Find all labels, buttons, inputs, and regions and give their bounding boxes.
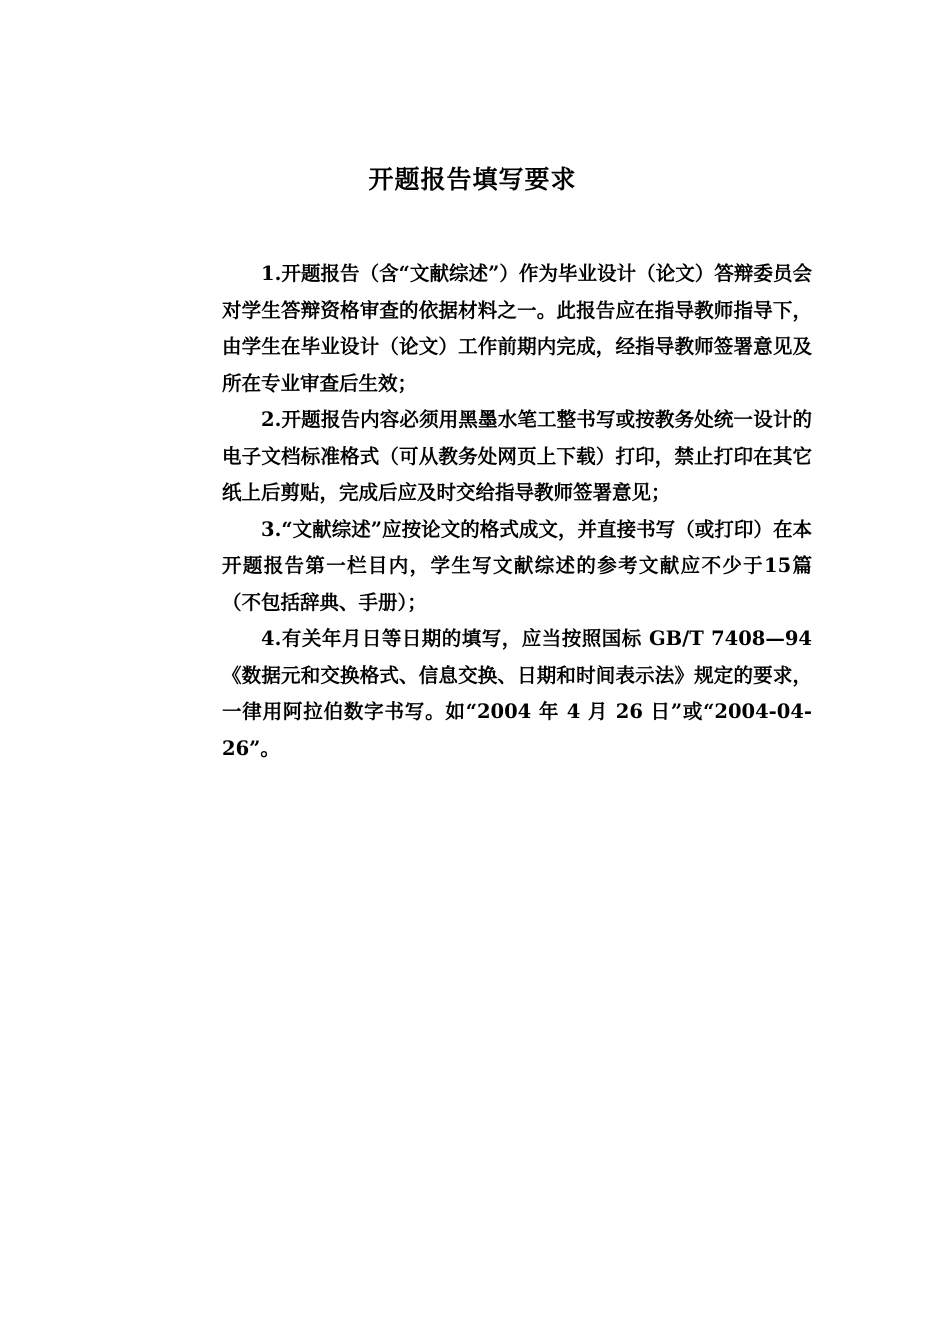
page-title: 开题报告填写要求: [368, 165, 577, 194]
requirement-paragraph-3: 3.“文献综述”应按论文的格式成文，并直接书写（或打印）在本开题报告第一栏目内，学生写文献综述的参考文献应不少于15篇（不包括辞典、手册）；: [222, 517, 812, 614]
requirement-paragraph-2: 2.开题报告内容必须用黑墨水笔工整书写或按教务处统一设计的电子文档标准格式（可从教务处网页上下载）打印，禁止打印在其它纸上后剪贴，完成后应及时交给指导教师签署意见；: [222, 408, 812, 504]
document-body: [222, 256, 812, 767]
requirement-paragraph-1: 1.开题报告（含“文献综述”）作为毕业设计（论文）答辩委员会对学生答辩资格审查的依据材料之一。此报告应在指导教师指导下，由学生在毕业设计（论文）工作前期内完成，经指导教师签署意见及所在专业审查后生效；: [222, 262, 812, 395]
requirement-paragraph-4: 4.有关年月日等日期的填写，应当按照国标 GB/T 7408—94《数据元和交换格式、信息交换、日期和时间表示法》规定的要求，一律用阿拉伯数字书写。如“2004 年 4 月 26 日”或“2004-04-26”。: [222, 627, 812, 760]
